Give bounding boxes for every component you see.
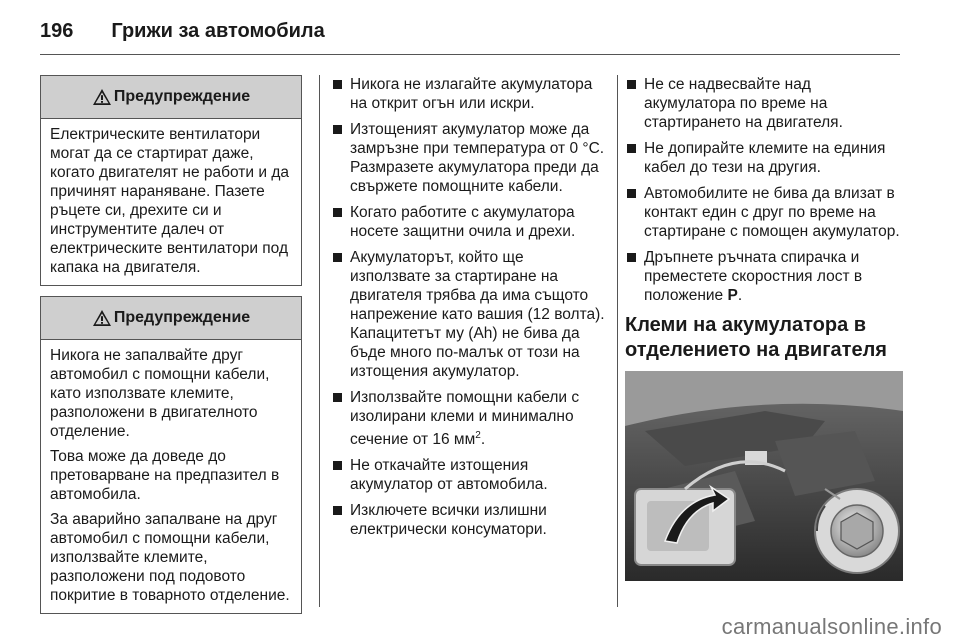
- warning-triangle-icon: [92, 309, 112, 327]
- warning-text: Електрическите вентилатори могат да се стартират даже, когато двигателят не работи и да причинят нараняване. Пазете ръцете си, дрехите си и инструментите далеч от електрическите вентилатори под капака на двигателя.: [50, 126, 290, 276]
- warning-text: Това може да доведе до претоварване на предпазител в автомобила.: [50, 448, 280, 503]
- header-divider: [40, 54, 900, 55]
- column-3: [625, 75, 903, 581]
- warning-text: За аварийно запалване на друг автомобил с помощни кабели, използвайте клемите, разположени под подовото покритие в товарното отделение.: [50, 511, 290, 604]
- list-item-text: Дръпнете ръчната спирачка и преместете скоростния лост в положение: [644, 249, 863, 304]
- watermark: carmanualsonline.info: [721, 614, 942, 639]
- section-title: Клеми на акумулатора в отделението на двигателя: [625, 314, 887, 361]
- list-item: Когато работите с акумулатора носете защитни очила и дрехи.: [331, 203, 606, 241]
- page-header: [40, 16, 325, 46]
- list-item: Изтощеният акумулатор може да замръзне при температура от 0 °C. Размразете акумулатора преди да свържете помощните кабели.: [331, 120, 606, 196]
- list-item: Изключете всички излишни електрически консуматори.: [331, 501, 606, 539]
- column-divider-1: [319, 75, 320, 607]
- column-divider-2: [617, 75, 618, 607]
- column-2: [331, 75, 606, 546]
- list-item: Автомобилите не бива да влизат в контакт един с друг по време на стартиране с помощен акумулатор.: [625, 184, 903, 241]
- superscript: 2: [475, 430, 481, 441]
- precaution-list: [625, 75, 903, 305]
- list-item: Акумулаторът, който ще използвате за стартиране на двигателя трябва да има същото напрежение като вашия (12 волта). Капацитетът му (Ah) не бива да бъде много по-малък от този на изтощения акумулатор.: [331, 248, 606, 381]
- warning-title: Предупреждение: [113, 88, 251, 105]
- list-item: [331, 388, 606, 449]
- precaution-list: [331, 75, 606, 539]
- list-item: Никога не излагайте акумулатора на открит огън или искри.: [331, 75, 606, 113]
- chapter-title: Грижи за автомобила: [111, 19, 325, 42]
- warning-body: [41, 340, 301, 613]
- warning-text: Никога не запалвайте друг автомобил с помощни кабели, като използвате клемите, разположени в двигателното отделение.: [50, 347, 270, 440]
- list-item: Не допирайте клемите на единия кабел до тези на другия.: [625, 139, 903, 177]
- gear-position: P: [727, 287, 738, 304]
- list-item: Не се надвесвайте над акумулатора по време на стартирането на двигателя.: [625, 75, 903, 132]
- warning-header: [41, 297, 301, 340]
- list-item: [625, 248, 903, 305]
- warning-title: Предупреждение: [113, 309, 251, 326]
- warning-body: [41, 119, 301, 285]
- list-item-text: Използвайте помощни кабели с изолирани клеми и минимално сечение от 16 мм: [350, 389, 580, 449]
- warning-header: [41, 76, 301, 119]
- page-number: 196: [40, 19, 74, 42]
- warning-triangle-icon: [92, 88, 112, 106]
- warning-box-2: [40, 296, 302, 614]
- column-1: [40, 75, 302, 624]
- list-item-end: .: [480, 431, 486, 449]
- list-item: Не откачайте изтощения акумулатор от автомобила.: [331, 456, 606, 494]
- engine-bay-photo: [625, 371, 903, 581]
- list-item-end: .: [737, 287, 743, 304]
- engine-bay-illustration: [625, 371, 903, 581]
- warning-box-1: [40, 75, 302, 286]
